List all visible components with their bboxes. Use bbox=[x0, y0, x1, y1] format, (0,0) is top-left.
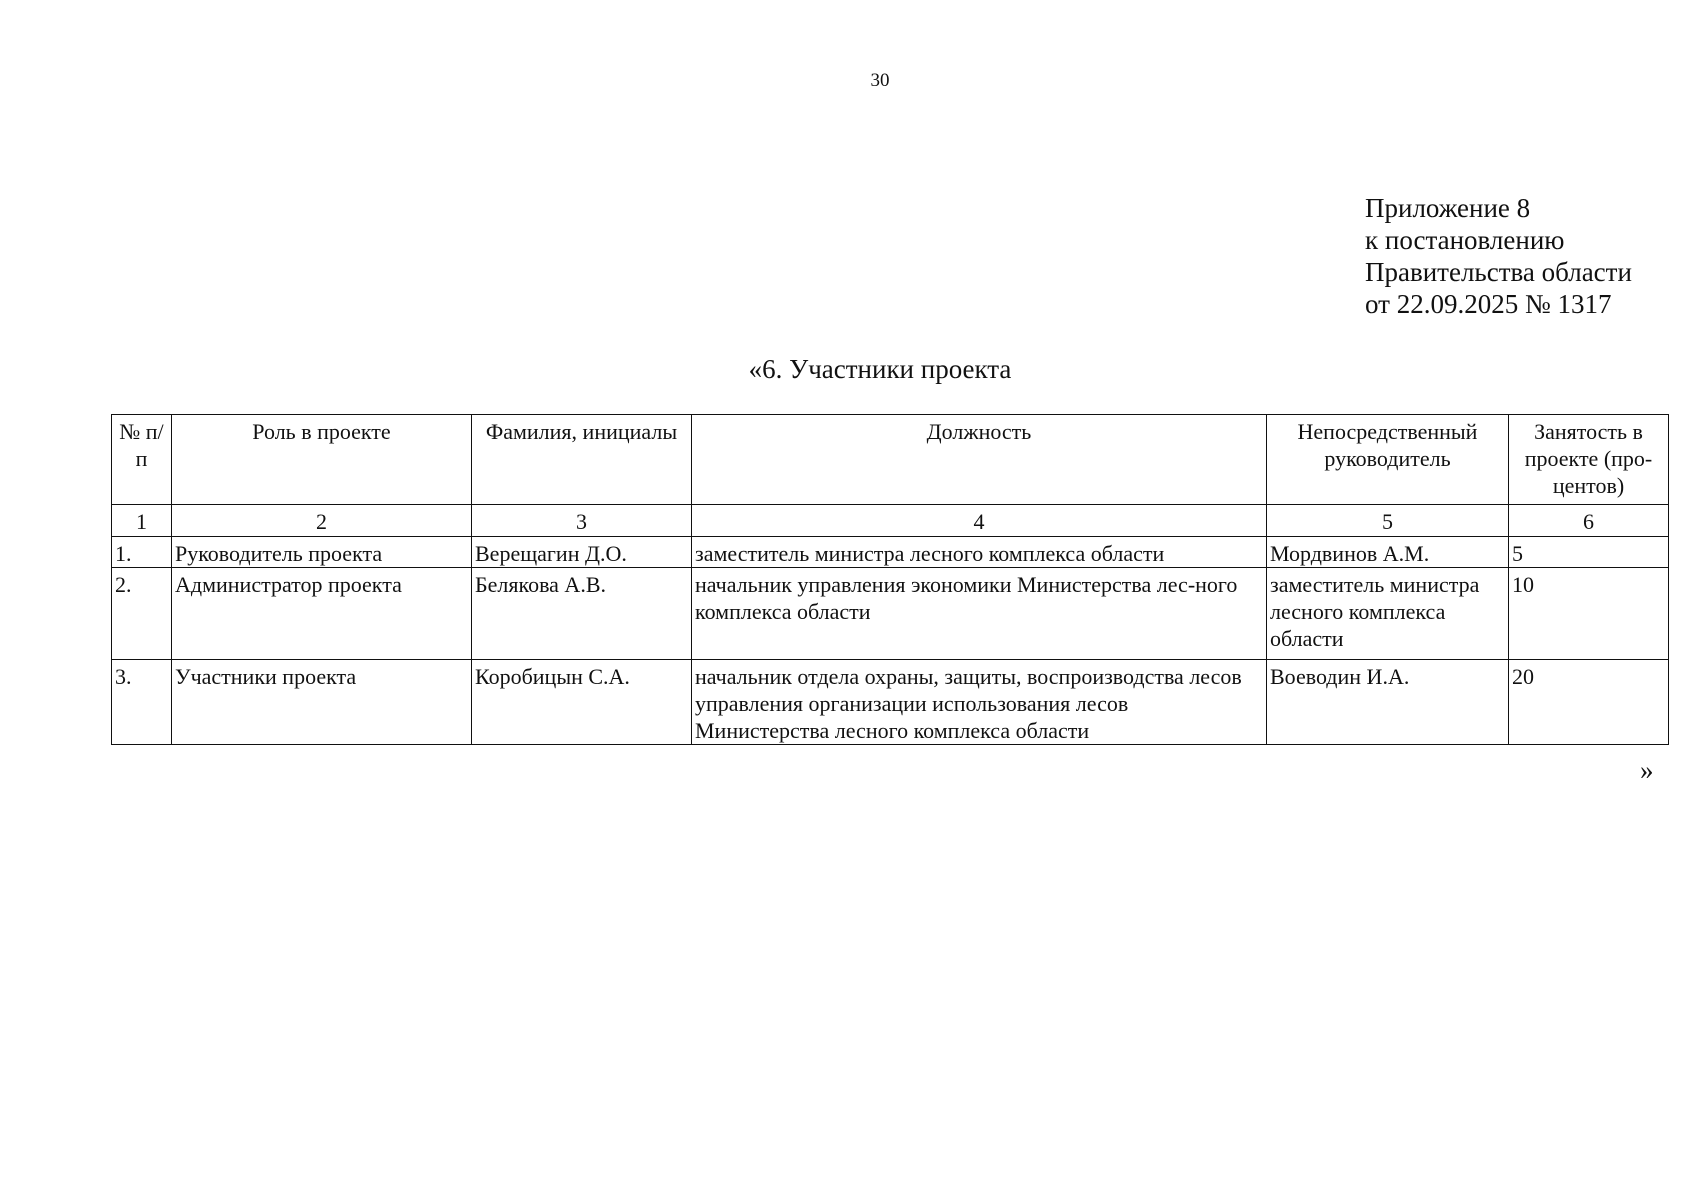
table-cell: Администратор проекта bbox=[172, 568, 472, 660]
table-cell: 2. bbox=[112, 568, 172, 660]
table-cell: заместитель министра лесного комплекса области bbox=[692, 537, 1267, 568]
table-cell: Воеводин И.А. bbox=[1267, 660, 1509, 745]
column-number-cell: 5 bbox=[1267, 505, 1509, 537]
appendix-line-3: Правительства области bbox=[1365, 257, 1632, 287]
header-cell: Непосредственный руководитель bbox=[1267, 415, 1509, 505]
column-number-cell: 2 bbox=[172, 505, 472, 537]
table-cell: начальник управления экономики Министерства лес-ного комплекса области bbox=[692, 568, 1267, 660]
table-cell: Мордвинов А.М. bbox=[1267, 537, 1509, 568]
table-row bbox=[112, 568, 1669, 660]
table-cell: Коробицын С.А. bbox=[472, 660, 692, 745]
column-number-cell: 1 bbox=[112, 505, 172, 537]
table-cell: заместитель министра лесного комплекса области bbox=[1267, 568, 1509, 660]
participants-table bbox=[111, 414, 1669, 745]
table-row bbox=[112, 537, 1669, 568]
column-number-cell: 4 bbox=[692, 505, 1267, 537]
header-cell: Роль в проекте bbox=[172, 415, 472, 505]
table-cell: Руководитель проекта bbox=[172, 537, 472, 568]
table-cell: Верещагин Д.О. bbox=[472, 537, 692, 568]
header-cell: № п/п bbox=[112, 415, 172, 505]
section-title: «6. Участники проекта bbox=[748, 354, 1012, 384]
closing-quote: » bbox=[1640, 755, 1654, 785]
table-row bbox=[112, 660, 1669, 745]
table-cell: 3. bbox=[112, 660, 172, 745]
appendix-line-4: от 22.09.2025 № 1317 bbox=[1365, 289, 1612, 319]
appendix-reference bbox=[1365, 192, 1632, 320]
table-header-row bbox=[112, 415, 1669, 505]
header-cell: Фамилия, инициалы bbox=[472, 415, 692, 505]
table-cell: 5 bbox=[1509, 537, 1669, 568]
column-number-row bbox=[112, 505, 1669, 537]
table-cell: 20 bbox=[1509, 660, 1669, 745]
table-cell: 10 bbox=[1509, 568, 1669, 660]
appendix-line-1: Приложение 8 bbox=[1365, 193, 1531, 223]
table-cell: 1. bbox=[112, 537, 172, 568]
table-cell: Белякова А.В. bbox=[472, 568, 692, 660]
table-cell: начальник отдела охраны, защиты, воспроизводства лесов управления организации использования лесов Министерства лесного комплекса области bbox=[692, 660, 1267, 745]
table-cell: Участники проекта bbox=[172, 660, 472, 745]
column-number-cell: 6 bbox=[1509, 505, 1669, 537]
column-number-cell: 3 bbox=[472, 505, 692, 537]
header-cell: Должность bbox=[692, 415, 1267, 505]
header-cell: Занятость в проекте (про-центов) bbox=[1509, 415, 1669, 505]
page-number: 30 bbox=[870, 70, 890, 91]
appendix-line-2: к постановлению bbox=[1365, 225, 1565, 255]
